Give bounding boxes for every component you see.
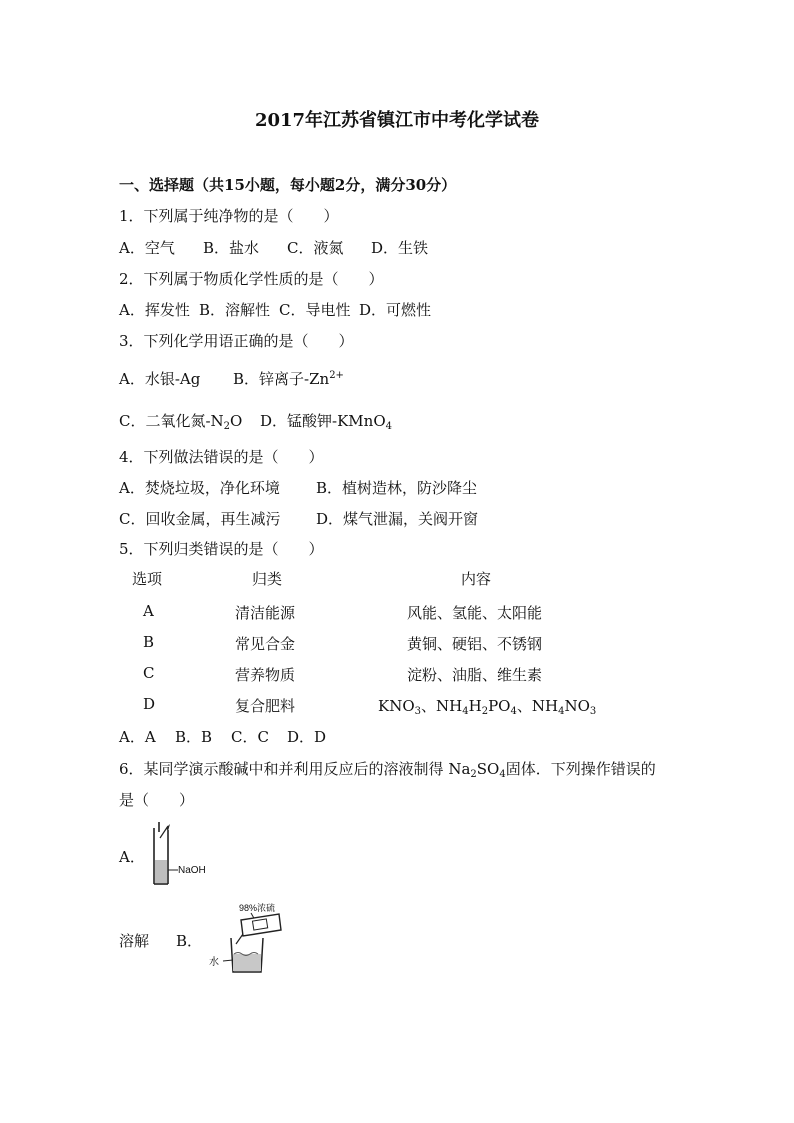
page-title: 2017年江苏省镇江市中考化学试卷 — [254, 110, 540, 131]
q5-option-c: C．C — [231, 728, 269, 746]
table-row-b-content: 黄铜、硬铝、不锈钢 — [407, 635, 543, 653]
q3-option-a: A．水银-Ag — [119, 370, 201, 388]
q2-option-d: D．可燃性 — [359, 301, 432, 319]
table-header-category: 归类 — [252, 570, 283, 588]
q2-option-c: C．导电性 — [279, 301, 351, 319]
question-6-stem — [119, 758, 656, 780]
table-row-d-option: D — [143, 695, 156, 713]
q4-option-b: B．植树造林，防沙降尘 — [316, 479, 478, 497]
question-1-options — [119, 237, 519, 257]
fert-sub-4: 4 — [510, 706, 517, 717]
q1-option-d: D．生铁 — [371, 239, 429, 257]
q3-option-c — [119, 410, 242, 432]
q5-option-b: B．B — [175, 728, 213, 746]
q3-option-c-text: C．二氧化氮-N — [119, 412, 224, 430]
fert-sub-2: 4 — [462, 706, 469, 717]
fert-part-4: PO — [488, 697, 511, 715]
fert-part-3: H — [468, 697, 482, 715]
fert-sub-6: 3 — [589, 706, 597, 717]
question-2-options — [119, 299, 519, 319]
q3-option-d-sub: 4 — [385, 421, 392, 432]
q3-option-b-charge: 2+ — [329, 370, 344, 381]
fert-part-2: 、NH — [421, 697, 463, 715]
table-row-d-content — [378, 695, 596, 717]
q3-option-b — [233, 368, 344, 389]
question-3-stem: 3．下列化学用语正确的是（ ） — [119, 332, 354, 350]
question-5-options — [119, 726, 419, 746]
table-row-c-option: C — [143, 664, 155, 682]
q6-stem-part-a: 6．某同学演示酸碱中和并利用反应后的溶液制得 Na — [119, 760, 471, 778]
q4-option-c: C．回收金属，再生减污 — [119, 510, 281, 528]
fert-part-6: NO — [564, 697, 590, 715]
table-row-c-category: 营养物质 — [235, 666, 296, 684]
fert-sub-1: 3 — [414, 706, 422, 717]
q1-option-c: C．液氮 — [287, 239, 344, 257]
q5-option-a: A．A — [119, 728, 156, 746]
q6-option-a-figure — [146, 818, 208, 892]
question-5-stem: 5．下列归类错误的是（ ） — [119, 540, 324, 558]
q6-option-b-label: B． — [176, 932, 203, 950]
q1-option-b: B．盐水 — [203, 239, 260, 257]
q6-stem-sub-2: 4 — [499, 769, 506, 780]
classification-table — [119, 568, 679, 728]
table-row-b-option: B — [143, 633, 155, 651]
q3-option-c-sub: 2 — [223, 421, 231, 432]
naoh-label: NaOH — [178, 865, 206, 876]
q3-option-c-tail: O — [230, 412, 243, 430]
question-4-stem: 4．下列做法错误的是（ ） — [119, 448, 324, 466]
water-leader-line — [223, 960, 233, 961]
beaker-water — [233, 954, 261, 971]
table-row-a-content: 风能、氢能、太阳能 — [407, 604, 543, 622]
table-header-option: 选项 — [132, 570, 163, 588]
q2-option-b: B．溶解性 — [199, 301, 271, 319]
question-2-stem: 2．下列属于物质化学性质的是（ ） — [119, 270, 384, 288]
q6-stem-sub-1: 2 — [470, 769, 477, 780]
q6-stem-part-b: SO — [476, 760, 500, 778]
acid-bottle-label — [252, 919, 267, 930]
q5-option-d: D．D — [287, 728, 327, 746]
fert-sub-5: 4 — [558, 706, 565, 717]
water-label: 水 — [209, 957, 219, 968]
q2-option-a: A．挥发性 — [119, 301, 190, 319]
question-6-stem-line2: 是（ ） — [119, 791, 195, 809]
q6-stem-part-c: 固体．下列操作错误的 — [505, 760, 656, 778]
table-row-c-content: 淀粉、油脂、维生素 — [407, 666, 543, 684]
table-row-d-category: 复合肥料 — [235, 697, 296, 715]
q1-option-a: A．空气 — [119, 239, 175, 257]
q6-option-b-figure — [203, 898, 293, 980]
question-1-stem: 1．下列属于纯净物的是（ ） — [119, 207, 339, 225]
q6-dissolve-label: 溶解 — [119, 932, 150, 950]
q3-option-b-text: B．锌离子-Zn — [233, 370, 330, 388]
q6-option-a-label: A． — [119, 848, 145, 866]
fert-part-5: 、NH — [516, 697, 559, 715]
acid-label: 98%浓硫 — [239, 903, 276, 913]
q4-option-d: D．煤气泄漏，关阀开窗 — [316, 510, 479, 528]
table-row-a-option: A — [143, 602, 154, 620]
q4-option-a: A．焚烧垃圾，净化环境 — [119, 479, 280, 497]
q3-option-d — [260, 410, 392, 432]
q3-option-d-text: D．锰酸钾-KMnO — [260, 412, 386, 430]
fert-sub-3: 2 — [481, 706, 489, 717]
table-row-b-category: 常见合金 — [235, 635, 296, 653]
section-heading: 一、选择题（共15小题，每小题2分，满分30分） — [119, 176, 457, 194]
test-tube-liquid — [155, 860, 167, 883]
acid-stream — [236, 934, 243, 944]
table-header-content: 内容 — [461, 570, 492, 588]
table-row-a-category: 清洁能源 — [235, 604, 296, 622]
fert-part-1: KNO — [378, 697, 415, 715]
dropper-arrow-head — [166, 824, 170, 831]
